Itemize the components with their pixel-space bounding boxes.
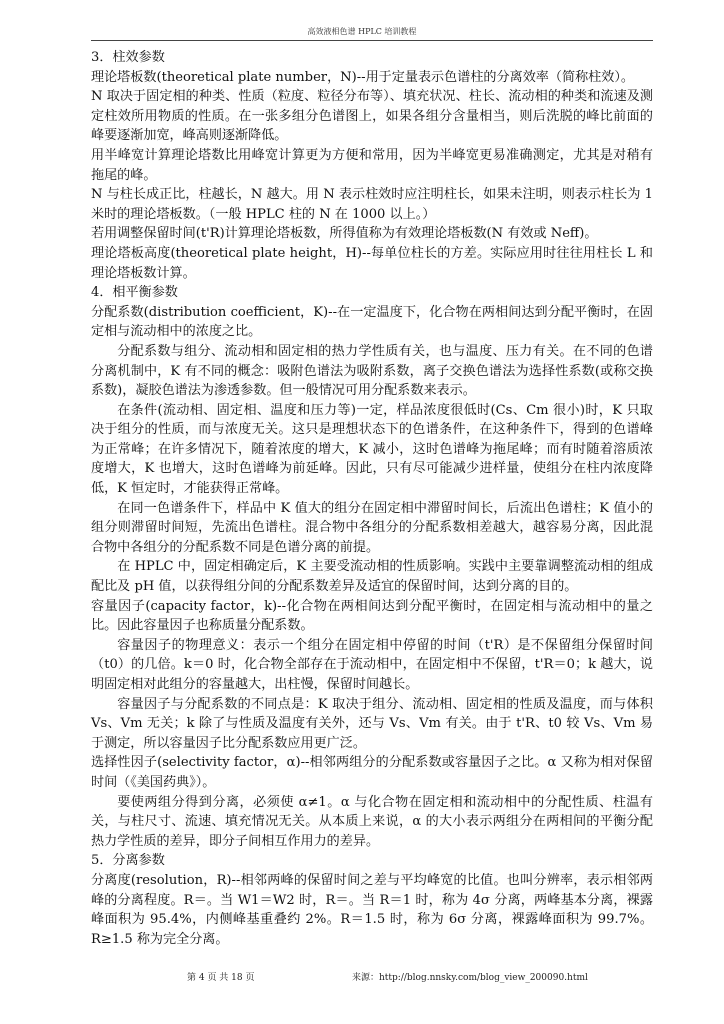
- paragraph-capacity-factor-meaning: 容量因子的物理意义：表示一个组分在固定相中停留的时间（t'R）是不保留组分保留时间（t0）的几倍。k＝0 时，化合物全部存在于流动相中，在固定相中不保留，t'R＝0；k 越大，说明固定相对此组分的容量越大，出柱慢，保留时间越长。: [91, 637, 653, 692]
- page-number: 第 4 页 共 18 页: [187, 973, 255, 983]
- page-header-title: 高效液相色谱 HPLC 培训教程: [307, 27, 417, 36]
- paragraph-k-mobile-phase: 在 HPLC 中，固定相确定后，K 主要受流动相的性质影响。实践中主要靠调整流动相的组成配比及 pH 值，以获得组分间的分配系数差异及适宜的保留时间，达到分离的目的。: [91, 559, 653, 595]
- paragraph-distribution-coefficient: 分配系数(distribution coefficient，K)--在一定温度下，化合物在两相间达到分配平衡时，在固定相与流动相中的浓度之比。: [91, 304, 653, 340]
- paragraph-k-retention: 在同一色谱条件下，样品中 K 值大的组分在固定相中滞留时间长，后流出色谱柱；K 值小的组分则滞留时间短，先流出色谱柱。混合物中各组分的分配系数相差越大，越容易分离，因此混合物中各组分的分配系数不同是色谱分离的前提。: [91, 500, 653, 555]
- source-link[interactable]: 来源：http://blog.nnsky.com/blog_view_200090.html: [352, 973, 588, 983]
- paragraph-capacity-factor: 容量因子(capacity factor，k)--化合物在两相间达到分配平衡时，在固定相与流动相中的量之比。因此容量因子也称质量分配系数。: [91, 598, 653, 634]
- section-heading-separation: 5．分离参数: [91, 853, 165, 869]
- paragraph-n-factors: N 取决于固定相的种类、性质（粒度、粒径分布等）、填充状况、柱长、流动相的种类和流速及测定柱效所用物质的性质。在一张多组分色谱图上，如果各组分含量相当，则后洗脱的峰比前面的峰要逐渐加宽，峰高则逐渐降低。: [91, 89, 653, 144]
- document-body: [91, 48, 653, 949]
- section-heading-column-efficiency: 3．柱效参数: [91, 50, 165, 65]
- paragraph-alpha-separation: 要使两组分得到分离，必须使 α≠1。α 与化合物在固定相和流动相中的分配性质、柱温有关，与柱尺寸、流速、填充情况无关。从本质上来说，α 的大小表示两组分在两相间的平衡分配热力学性质的差异，即分子间相互作用力的差异。: [91, 794, 653, 849]
- paragraph-selectivity-factor: 选择性因子(selectivity factor，α)--相邻两组分的分配系数或容量因子之比。α 又称为相对保留时间（《美国药典》）。: [91, 755, 653, 790]
- paragraph-theoretical-plate-number: 理论塔板数(theoretical plate number，N)--用于定量表示色谱柱的分离效率（简称柱效）。: [91, 69, 634, 85]
- paragraph-k-concentration: 在条件(流动相、固定相、温度和压力等)一定，样品浓度很低时(Cs、Cm 很小)时，K 只取决于组分的性质，而与浓度无关。这只是理想状态下的色谱条件，在这种条件下，得到的色谱峰为正常峰；在许多情况下，随着浓度的增大，K 减小，这时色谱峰为拖尾峰；而有时随着溶质浓度增大，K 也增大，这时色谱峰为前延峰。因此，只有尽可能减少进样量，使组分在柱内浓度降低，K 恒定时，才能获得正常峰。: [91, 402, 653, 497]
- section-heading-phase-equilibrium: 4．相平衡参数: [91, 285, 178, 301]
- paragraph-half-peak-width: 用半峰宽计算理论塔数比用峰宽计算更为方便和常用，因为半峰宽更易准确测定，尤其是对稍有拖尾的峰。: [91, 147, 653, 183]
- header-divider: [91, 40, 653, 41]
- paragraph-resolution: 分离度(resolution，R)--相邻两峰的保留时间之差与平均峰宽的比值。也叫分辨率，表示相邻两峰的分离程度。R＝。当 W1＝W2 时，R＝。当 R＝1 时，称为 4σ 分离，两峰基本分离，裸露峰面积为 95.4%，内侧峰基重叠约 2%。R＝1.5 时，称为 6σ 分离，裸露峰面积为 99.7%。R≥1.5 称为完全分离。: [91, 872, 653, 947]
- paragraph-k-thermodynamics: 分配系数与组分、流动相和固定相的热力学性质有关，也与温度、压力有关。在不同的色谱分离机制中，K 有不同的概念：吸附色谱法为吸附系数，离子交换色谱法为选择性系数(或称交换系数)，凝胶色谱法为渗透参数。但一般情况可用分配系数来表示。: [91, 343, 653, 399]
- paragraph-effective-plates: 若用调整保留时间(t'R)计算理论塔板数，所得值称为有效理论塔板数(N 有效或 Neff)。: [91, 226, 598, 242]
- paragraph-capacity-vs-distribution: 容量因子与分配系数的不同点是：K 取决于组分、流动相、固定相的性质及温度，而与体积 Vs、Vm 无关；k 除了与性质及温度有关外，还与 Vs、Vm 有关。由于 t'R、t0 较 Vs、Vm 易于测定，所以容量因子比分配系数应用更广泛。: [91, 696, 653, 751]
- paragraph-plate-height: 理论塔板高度(theoretical plate height，H)--每单位柱长的方差。实际应用时往往用柱长 L 和理论塔板数计算。: [91, 245, 653, 281]
- paragraph-n-column-length: N 与柱长成正比，柱越长，N 越大。用 N 表示柱效时应注明柱长，如果未注明，则表示柱长为 1 米时的理论塔板数。（一般 HPLC 柱的 N 在 1000 以上。）: [91, 187, 653, 222]
